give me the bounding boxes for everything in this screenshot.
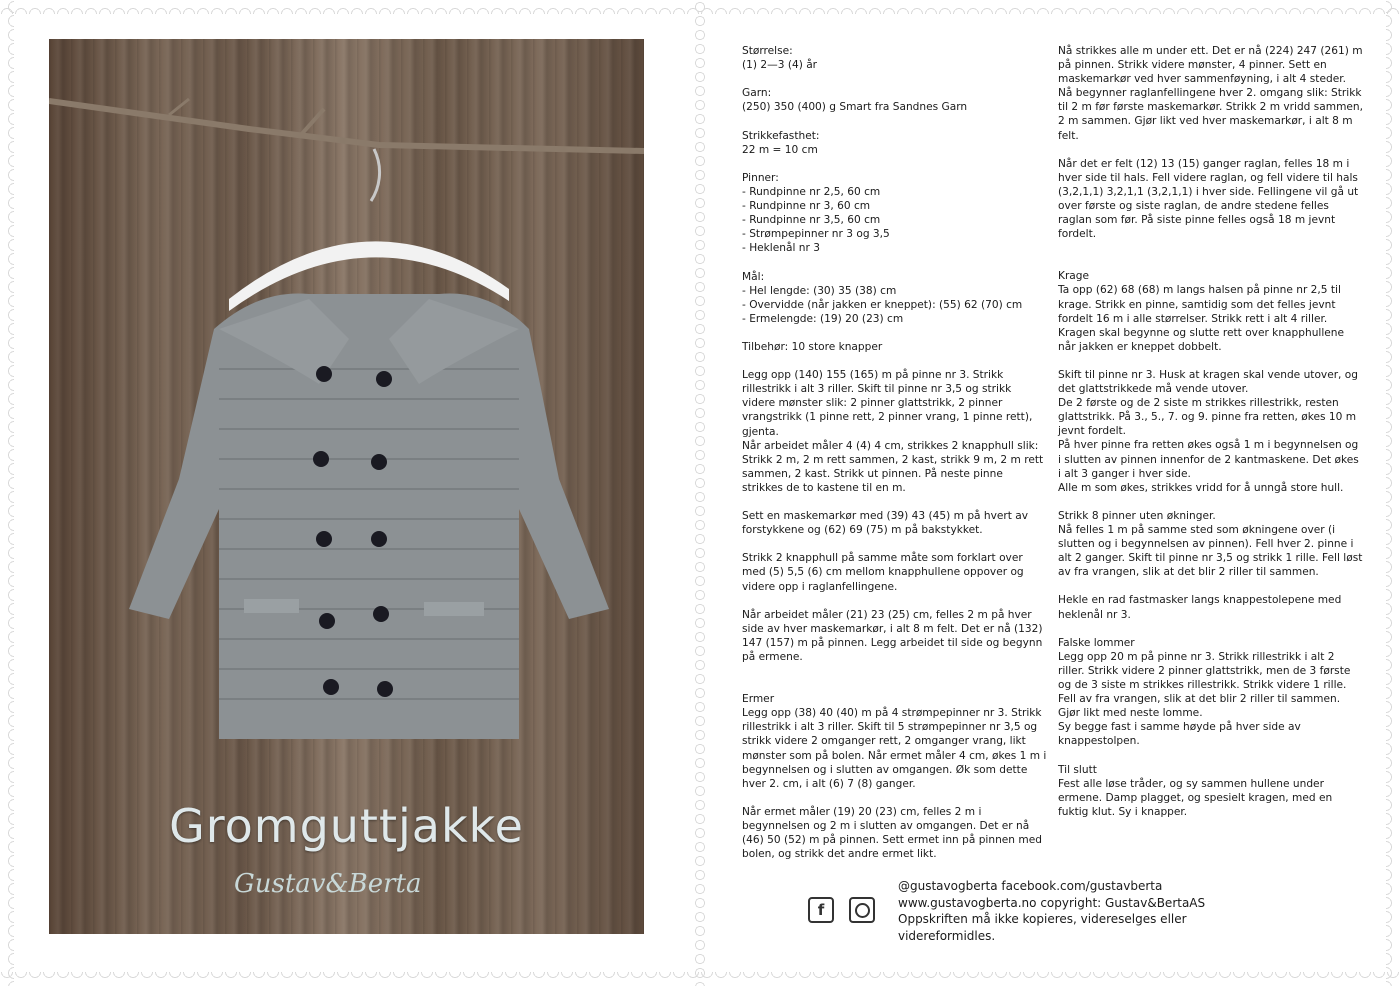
neck-instructions: Når det er felt (12) 13 (15) ganger raglan, felles 18 m i hver side til hals. Fell videre raglan, og fell videre til hals (3,2,1,1) 3,2,1,1 (3,2,1,1) i hver side. Fellingene vil gå ut over første og siste raglan, de andre stedene felles raglan som før. På siste pinne felles også 18 m jevnt fordelt. bbox=[1058, 157, 1359, 241]
collar-continued: Skift til pinne nr 3. Husk at kragen skal vende utover, og det glattstrikkede må vende utover. De 2 første og de 2 siste m strikkes rillestrikk, resten glattstrikk. På 3., 5., 7. og 9. pinne fra retten, økes 10 m jevnt fordelt. På hver pinne fra retten økes også 1 m i begynnelsen og i slutten av pinnen innenfor de 2 kantmaskene. Det økes i alt 3 ganger i hver side. Alle m som økes, strikkes vridd for å unngå store hull. bbox=[1058, 368, 1359, 494]
gauge-section: Strikkefasthet: 22 m = 10 cm bbox=[742, 129, 820, 156]
copyright-footer bbox=[898, 878, 1228, 944]
size-section: Størrelse: (1) 2—3 (4) år bbox=[742, 45, 818, 72]
decorative-border-spine bbox=[694, 0, 706, 986]
accessories-section: Tilbehør: 10 store knapper bbox=[742, 340, 883, 353]
crochet-edge: Hekle en rad fastmasker langs knappestolepene med heklenål nr 3. bbox=[1058, 594, 1342, 621]
sleeves-finish: Når ermet måler (19) 20 (23) cm, felles 2 m i begynnelsen og 2 m i slutten av omgangen. Det er nå (46) 50 (52) m på pinnen. Sett ermet inn på pinnen med bolen, og strikk det andre ermet likt. bbox=[742, 805, 1042, 861]
cover-photo bbox=[49, 39, 644, 934]
pattern-column-left bbox=[742, 44, 1047, 875]
cover-title: Gromguttjakke bbox=[169, 799, 524, 853]
collar-section: Krage Ta opp (62) 68 (68) m langs halsen på pinne nr 2,5 til krage. Strikk en pinne, samtidig som det felles jevnt fordelt 16 m i alle størrelser. Strikk rett i alt 4 riller. Kragen skal begynne og slutte rett over knapphullene når jakken er kneppet dobbelt. bbox=[1058, 270, 1345, 353]
decorative-border-right bbox=[1386, 0, 1400, 986]
body-instructions: Legg opp (140) 155 (165) m på pinne nr 3. Strikk rillestrikk i alt 3 riller. Skift til pinne nr 3,5 og strikk videre mønster slik: 2 pinner glattstrikk, 2 pinner vrangstrikk (1 pinne rett, 2 pinner vrang, 1 pinne rett), gjenta. Når arbeidet måler 4 (4) 4 cm, strikkes 2 knapphull slik: Strikk 2 m, 2 m rett sammen, 2 kast, strikk 9 m, 2 m rett sammen, 2 kast. Strikk ut pinnen. På neste pinne strikkes de to kastene til en m. bbox=[742, 369, 1044, 494]
markers-instructions: Sett en maskemarkør med (39) 43 (45) m på hvert av forstykkene og (62) 69 (75) m på bakstykket. bbox=[742, 510, 1029, 537]
yoke-instructions: Nå strikkes alle m under ett. Det er nå (224) 247 (261) m på pinnen. Strikk videre mønster, 4 pinner. Sett en maskemarkør ved hver sammenføyning, i alt 4 steder. Nå begynner raglanfellingene hver 2. omgang slik: Strikk til 2 m før første maskemarkør. Strikk 2 m vridd sammen, 2 m sammen. Gjør likt ved hver maskemarkør, i alt 8 m felt. bbox=[1058, 45, 1364, 142]
decorative-border-left bbox=[0, 0, 14, 986]
yarn-section: Garn: (250) 350 (400) g Smart fra Sandnes Garn bbox=[742, 87, 968, 114]
buttonhole-instructions: Strikk 2 knapphull på samme måte som forklart over med (5) 5,5 (6) cm mellom knapphullene oppover og videre opp i raglanfellingene. bbox=[742, 552, 1024, 593]
finishing-section: Til slutt Fest alle løse tråder, og sy sammen hullene under ermene. Damp plagget, og spesielt kragen, med en fuktig klut. Sy i knapper. bbox=[1058, 763, 1333, 818]
brand-logo: Gustav&Berta bbox=[234, 869, 422, 899]
measurements-section: Mål: - Hel lengde: (30) 35 (38) cm - Overvidde (når jakken er kneppet): (55) 62 (70) cm - Ermelengde: (19) 20 (23) cm bbox=[742, 270, 1023, 325]
pockets-section: Falske lommer Legg opp 20 m på pinne nr 3. Strikk rillestrikk i alt 2 riller. Strikk videre 2 pinner glattstrikk, men de 3 første og de 3 siste m strikkes rillestrikk. Strikk videre 1 rille. Fell av fra vrangen, slik at det blir 2 riller til sammen. Gjør likt med neste lomme. Sy begge fast i samme høyde på hver side av knappestolpen. bbox=[1058, 636, 1351, 748]
pattern-column-right bbox=[1058, 44, 1363, 833]
decrease-instructions: Når arbeidet måler (21) 23 (25) cm, felles 2 m på hver side av hver maskemarkør, i alt 8 m felt. Det er nå (132) 147 (157) m på pinnen. Legg arbeidet til side og begynn på ermene. bbox=[742, 608, 1043, 664]
sleeves-section: Ermer Legg opp (38) 40 (40) m på 4 strømpepinner nr 3. Strikk rillestrikk i alt 3 riller. Skift til 5 strømpepinner nr 3,5 og strikk videre 2 omganger rett, 2 omganger vrang, likt mønster som på bolen. Når ermet måler 4 cm, økes 1 m i begynnelsen og i slutten av omgangen. Øk som dette hver 2. cm, i alt (6) 7 (8) ganger. bbox=[742, 693, 1047, 790]
instagram-icon[interactable] bbox=[849, 897, 875, 923]
footer-text: @gustavogberta facebook.com/gustavberta www.gustavogberta.no copyright: Gustav&BertaAS Oppskriften må ikke kopieres, videreselges eller videreformidles. bbox=[898, 879, 1206, 943]
facebook-icon[interactable]: f bbox=[808, 897, 834, 923]
collar-finish: Strikk 8 pinner uten økninger. Nå felles 1 m på samme sted som økningene over (i slutten og i begynnelsen av pinnen). Fell hver 2. pinne i alt 2 ganger. Skift til pinne nr 3,5 og strikk 1 rille. Fell løst av fra vrangen, slik at det blir 2 riller til sammen. bbox=[1058, 509, 1363, 579]
needles-section: Pinner: - Rundpinne nr 2,5, 60 cm - Rundpinne nr 3, 60 cm - Rundpinne nr 3,5, 60 cm - Strømpepinner nr 3 og 3,5 - Heklenål nr 3 bbox=[742, 171, 890, 255]
